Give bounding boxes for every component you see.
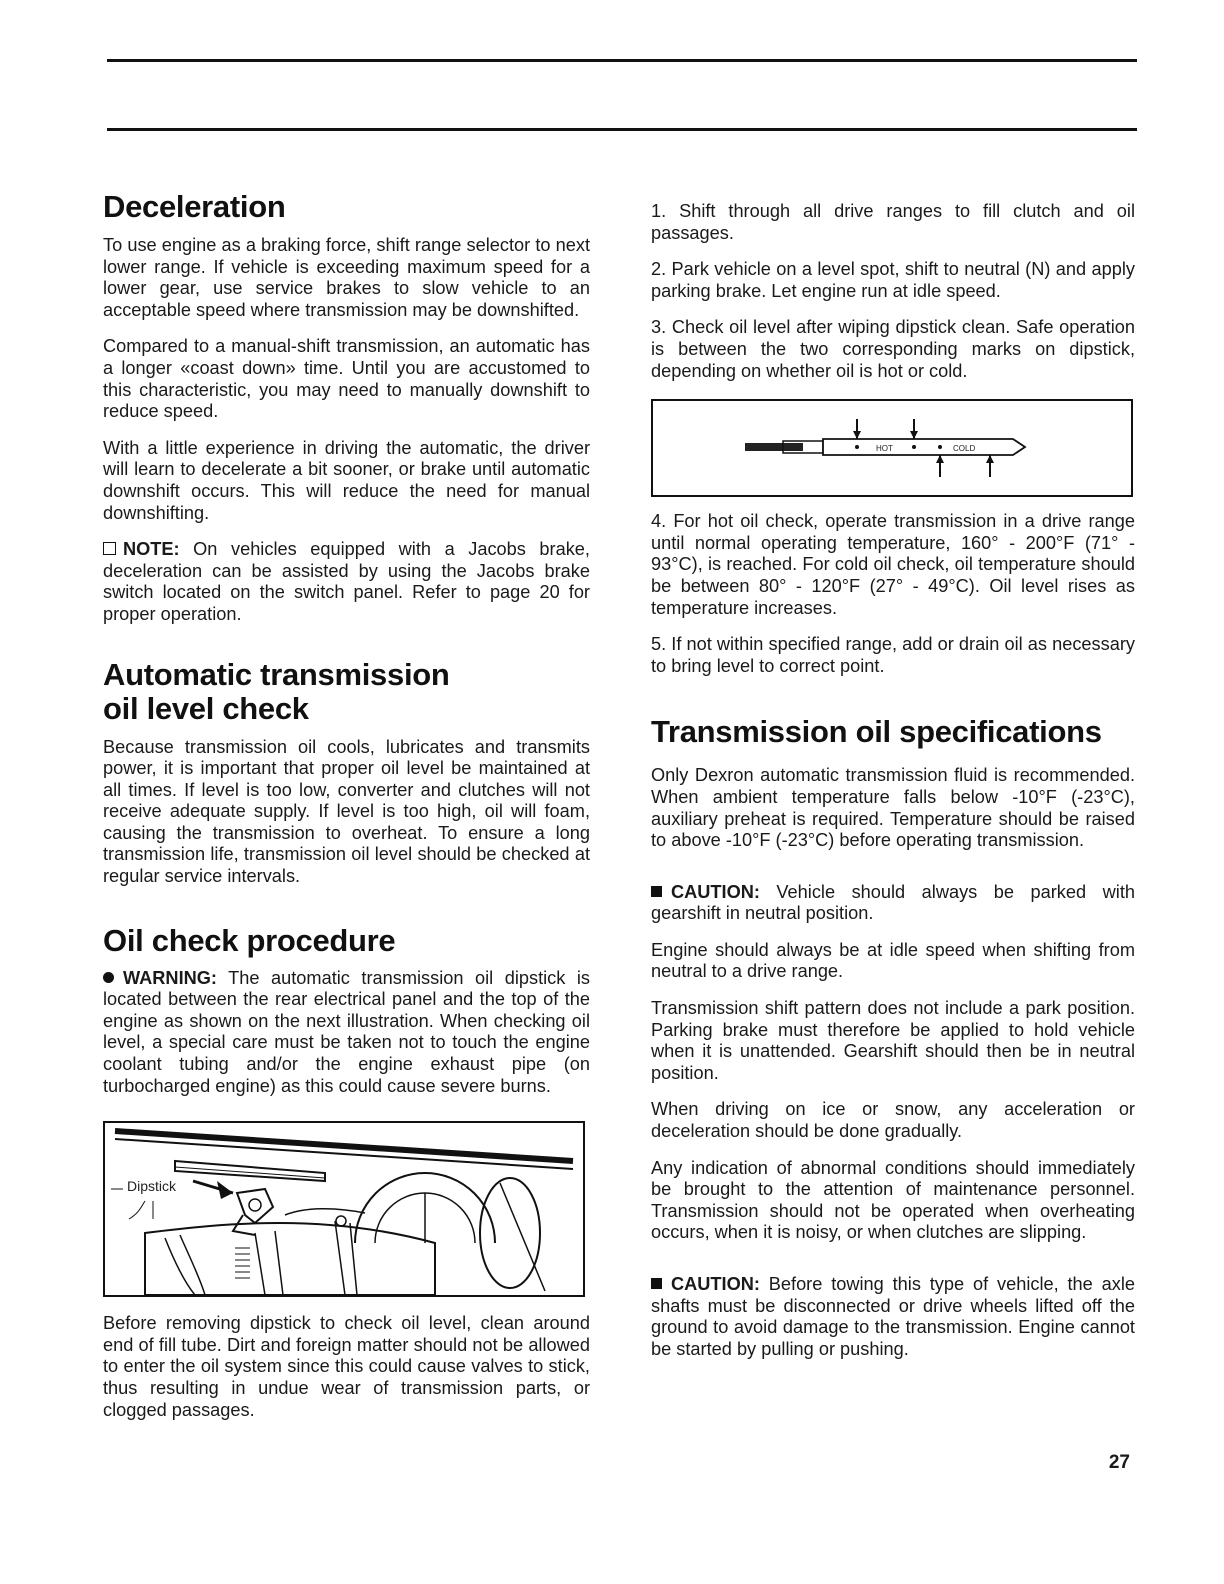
step-5: 5. If not within specified range, add or drain oil as necessary to bring level to correct point. — [651, 634, 1135, 676]
caution-1-bullet-icon — [651, 886, 662, 897]
dipstick-location-figure — [103, 1121, 585, 1297]
oil-level-heading — [103, 658, 590, 726]
note-label: NOTE: — [123, 539, 180, 560]
deceleration-paragraph-1: To use engine as a braking force, shift range selector to next lower range. If vehicle is exceeding maximum speed for a lower gear, use service brakes to slow vehicle to an acceptable speed where transmission may be downshifted. — [103, 235, 590, 320]
step-1: 1. Shift through all drive ranges to fill clutch and oil passages. — [651, 201, 1135, 243]
dipstick-illustration — [653, 401, 1131, 495]
after-figure-paragraph: Before removing dipstick to check oil level, clean around end of fill tube. Dirt and foreign matter should not be allowed to enter the oil system since this could cause valves to stick, thus resulting in undue wear of transmission parts, or clogged passages. — [103, 1313, 590, 1420]
warning-bullet-icon — [103, 972, 114, 983]
caution-2-bullet-icon — [651, 1278, 662, 1289]
deceleration-paragraph-3: With a little experience in driving the automatic, the driver will learn to decelerate a bit sooner, or brake until automatic downshift occurs. This will reduce the need for manual downshifting. — [103, 437, 590, 523]
left-column — [103, 190, 590, 1436]
step-3: 3. Check oil level after wiping dipstick clean. Safe operation is between the two corresponding marks on dipstick, depending on whether oil is hot or cold. — [651, 317, 1135, 381]
step-2: 2. Park vehicle on a level spot, shift to neutral (N) and apply parking brake. Let engine run at idle speed. — [651, 259, 1135, 301]
step-4: 4. For hot oil check, operate transmission in a drive range until normal operating temperature, 160° - 200°F (71° - 93°C), is reached. For cold oil check, oil temperature should be between 80° - 120°F (27° - 49°C). Oil level rises as temperature increases. — [651, 511, 1135, 618]
engine-illustration — [105, 1123, 583, 1295]
procedure-heading: Oil check procedure — [103, 922, 396, 958]
note-box-icon — [103, 542, 116, 555]
specs-paragraph-1: Only Dexron automatic transmission fluid is recommended. When ambient temperature falls below -10°F (-23°C), auxiliary preheat is required. Temperature should be raised to above -10°F (-23°C) before operating transmission. — [651, 765, 1135, 851]
page-number: 27 — [1108, 1452, 1130, 1473]
warning-text: The automatic transmission oil dipstick is located between the rear electrical panel and the top of the engine as shown on the next illustration. When checking oil level, a special care must be taken not to touch the engine coolant tubing and/or the engine exhaust pipe (on turbocharged engine) as this could cause severe burns. — [103, 967, 591, 1096]
caution-1-text: Vehicle should always be parked with gearshift in neutral position. — [651, 881, 1135, 924]
caution-2-label: CAUTION: — [671, 1274, 760, 1294]
second-rule — [107, 128, 1137, 131]
hot-mark-label: HOT — [876, 444, 893, 454]
dipstick-label: Dipstick — [127, 1178, 177, 1195]
caution-1-label: CAUTION: — [671, 881, 760, 902]
specs-paragraph-4: When driving on ice or snow, any acceleration or deceleration should be done gradually. — [651, 1099, 1135, 1142]
warning-paragraph — [103, 968, 590, 1098]
warning-label: WARNING: — [123, 967, 217, 988]
specs-paragraph-5: Any indication of abnormal conditions should immediately be brought to the attention of maintenance personnel. Transmission should not be operated when overheating occurs, when it is noisy, or when clutches are slipping. — [651, 1157, 1135, 1243]
deceleration-paragraph-2: Compared to a manual-shift transmission, an automatic has a longer «coast down» time. Until you are accustomed to this characteristic, you may need to manually downshift to reduce speed. — [103, 336, 590, 422]
cold-mark-label: COLD — [953, 444, 976, 454]
oil-level-heading-line-2: oil level check — [103, 690, 309, 726]
specs-paragraph-2: Engine should always be at idle speed when shifting from neutral to a drive range. — [651, 939, 1135, 982]
right-column — [651, 201, 1135, 1375]
deceleration-heading: Deceleration — [103, 189, 286, 224]
specs-heading: Transmission oil specifications — [651, 714, 1102, 750]
note-text: On vehicles equipped with a Jacobs brake, deceleration can be assisted by using the Jacobs brake switch located on the switch panel. Refer to page 20 for proper operation. — [103, 539, 590, 624]
top-rule — [107, 59, 1137, 62]
caution-1-paragraph — [651, 882, 1135, 925]
oil-level-paragraph: Because transmission oil cools, lubricates and transmits power, it is important that proper oil level be maintained at all times. If level is too low, converter and clutches will not receive adequate supply. If level is too high, oil will foam, causing the transmission to overheat. To ensure a long transmission life, transmission oil level should be checked at regular service intervals. — [103, 736, 590, 887]
oil-level-heading-line-1: Automatic transmission — [103, 656, 450, 692]
note-paragraph — [103, 539, 590, 625]
dipstick-marks-figure — [651, 399, 1133, 497]
caution-2-text: Before towing this type of vehicle, the axle shafts must be disconnected or drive wheels lifted off the ground to avoid damage to the transmission. Engine cannot be started by pulling or pushing. — [651, 1274, 1135, 1359]
specs-paragraph-3: Transmission shift pattern does not include a park position. Parking brake must therefore be applied to hold vehicle when it is unattended. Gearshift should then be in neutral position. — [651, 998, 1135, 1083]
caution-2-paragraph — [651, 1274, 1135, 1360]
